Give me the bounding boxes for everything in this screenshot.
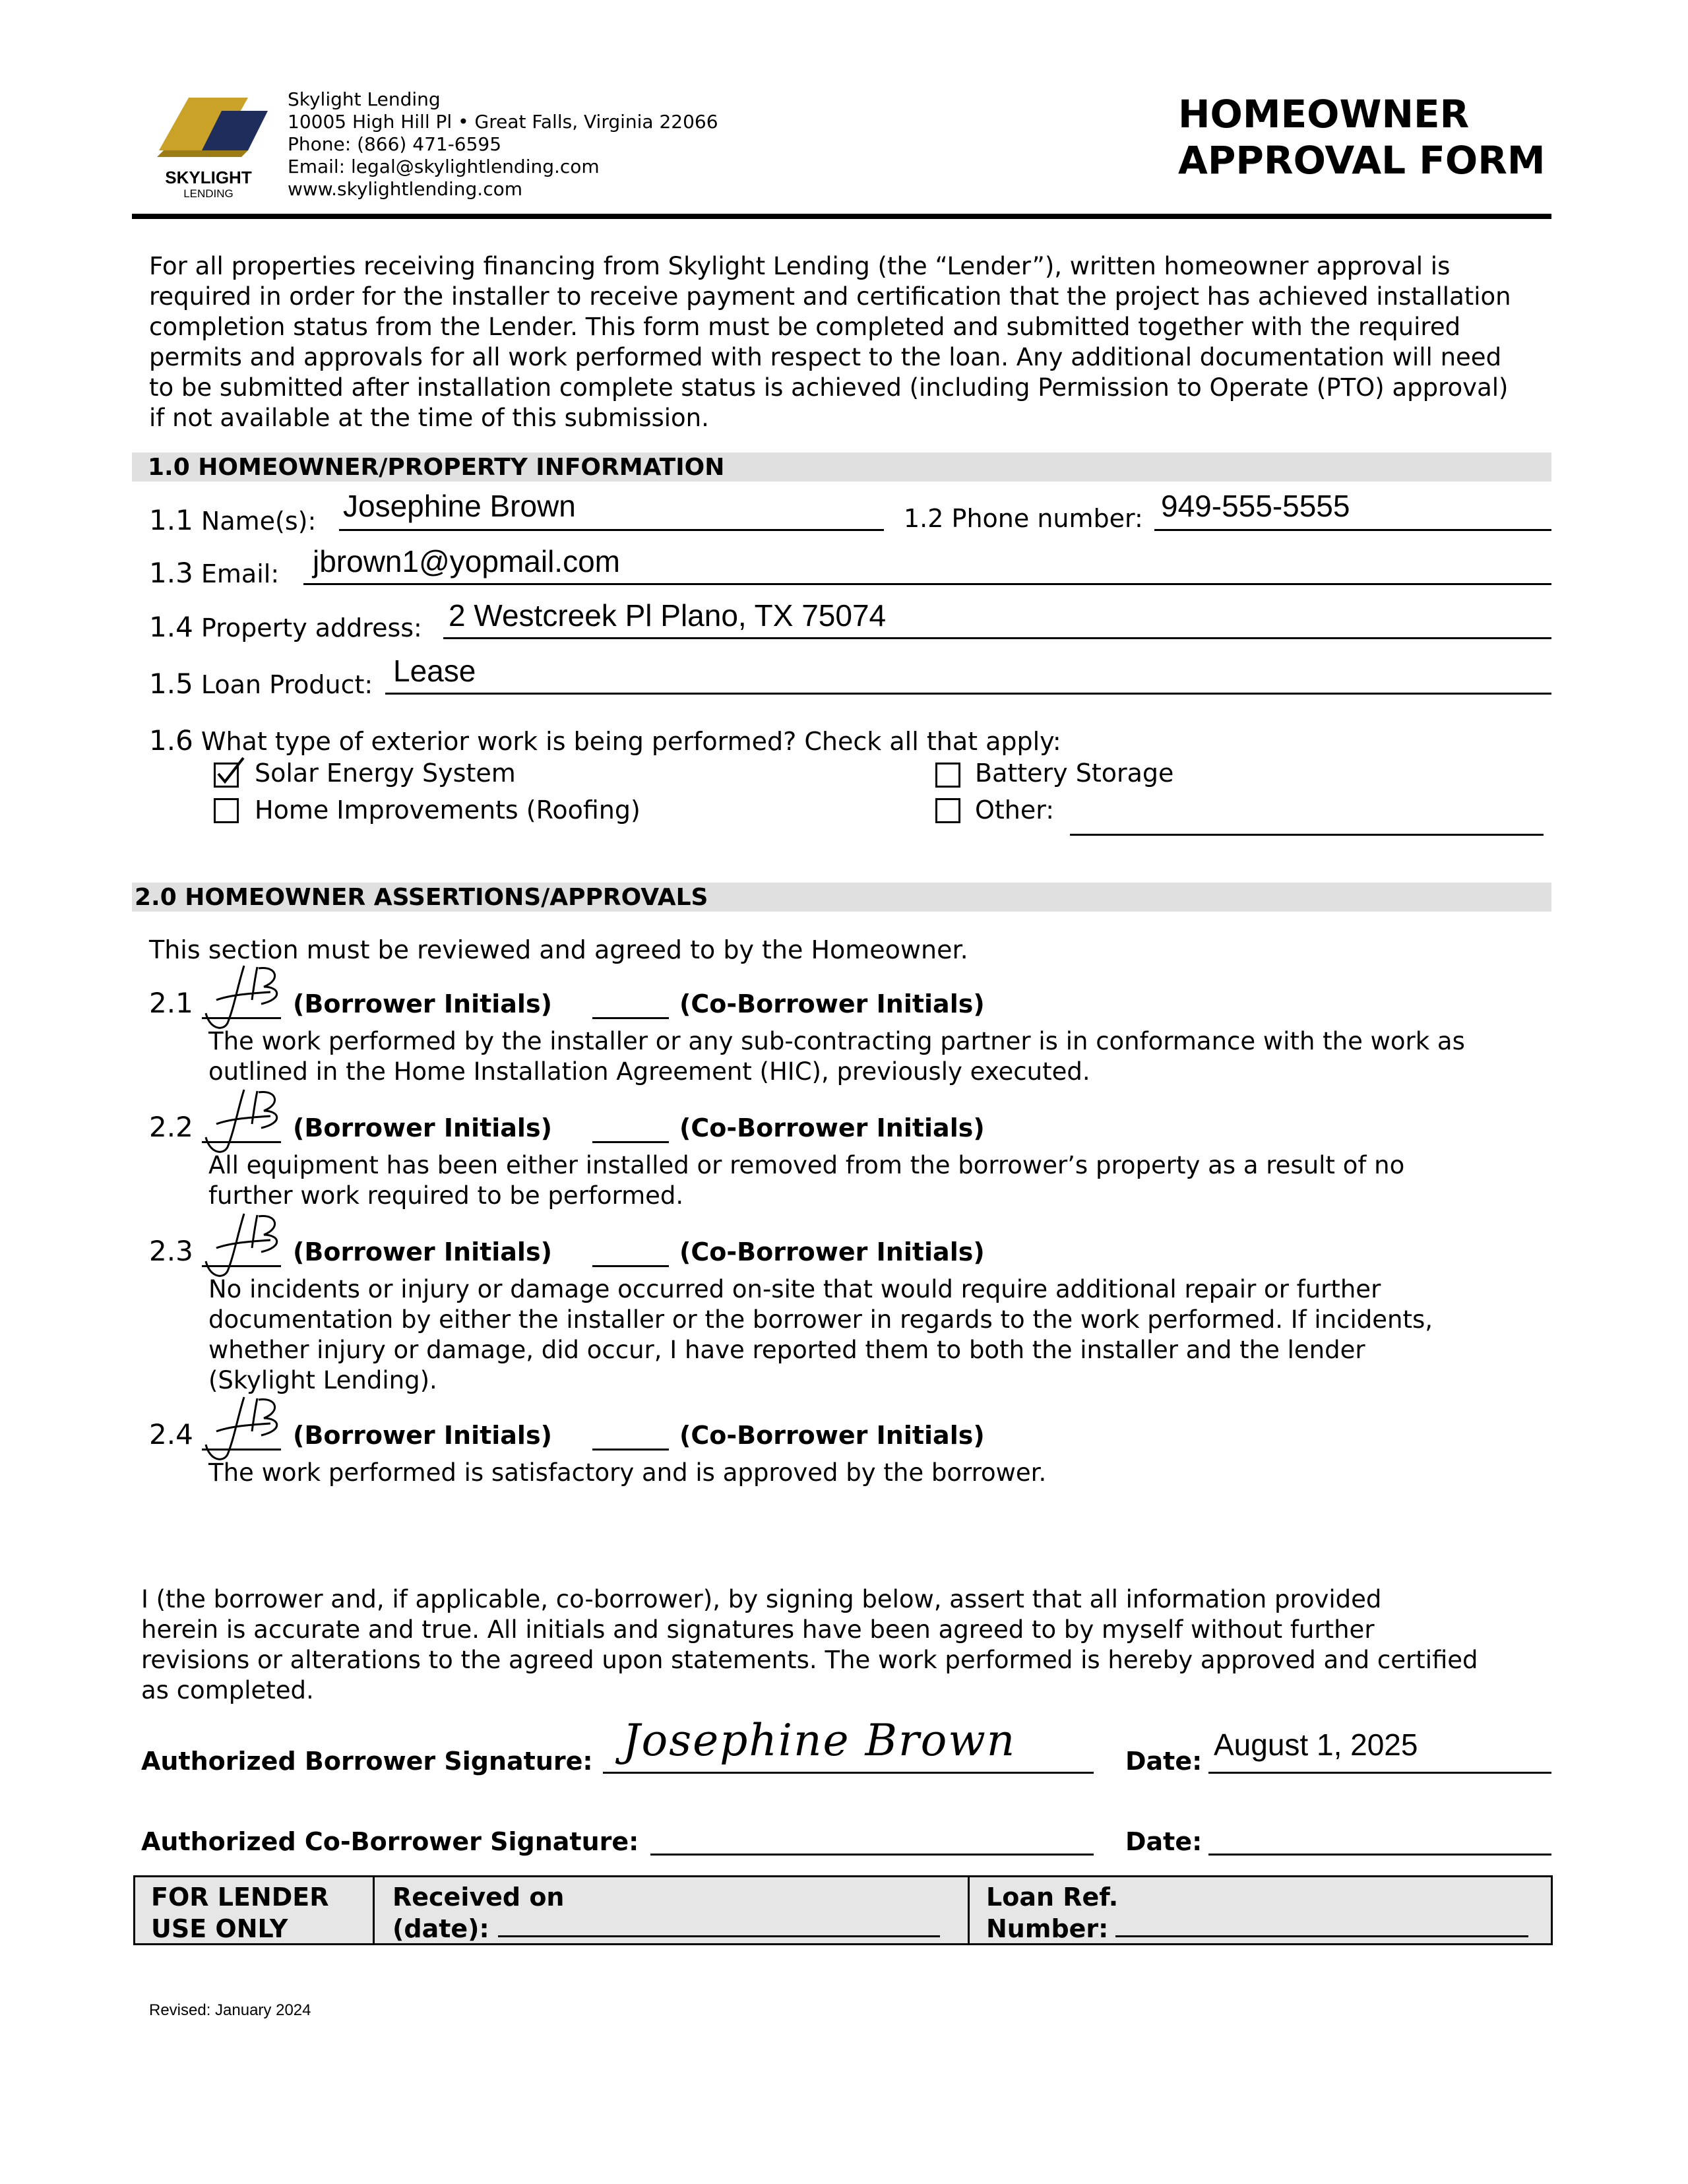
phone-label (904, 504, 1143, 533)
coborrower-signature-line[interactable] (650, 1854, 1094, 1856)
checkbox-home-improvements[interactable] (214, 798, 239, 823)
work-type-question (149, 724, 1061, 757)
form-title (1178, 91, 1546, 183)
loan-ref-line: Loan Ref. (986, 1883, 1119, 1912)
checkmark-icon (214, 755, 246, 787)
skylight-logo (149, 98, 268, 203)
email-field-line (303, 583, 1551, 585)
loan-ref-label (986, 1881, 1118, 1947)
loan-label-text: Loan Product: (201, 670, 373, 699)
attestation-line: as completed. (141, 1676, 314, 1704)
loan-ref-number-line[interactable] (1115, 1935, 1528, 1937)
loan-product-field-line (385, 693, 1551, 695)
lender-use-box (133, 1875, 1553, 1945)
attestation-line: herein is accurate and true. All initials and signatures have been agreed to by myself without further (141, 1615, 1375, 1644)
assertion-num: 2.1 (149, 987, 193, 1019)
address-label (149, 611, 422, 643)
loan-num: 1.5 (149, 668, 193, 700)
option-label-solar: Solar Energy System (255, 759, 516, 788)
borrower-signature-line[interactable] (603, 1772, 1094, 1774)
borrower-initials-label: (Borrower Initials) (293, 1237, 552, 1266)
lender-use-line: USE ONLY (151, 1914, 288, 1943)
section2-intro: This section must be reviewed and agreed to by the Homeowner. (149, 935, 968, 964)
coborrower-date-label: Date: (1125, 1827, 1203, 1856)
coborrower-initials-line[interactable] (592, 1141, 669, 1143)
work-num: 1.6 (149, 724, 193, 757)
assertion-text (208, 1150, 1404, 1211)
company-name: Skylight Lending (288, 88, 441, 110)
lender-use-label (151, 1881, 329, 1947)
option-label-roofing: Home Improvements (Roofing) (255, 796, 641, 825)
logo-subtitle: LENDING (183, 187, 234, 200)
company-info (288, 88, 718, 201)
initials-signature-icon (198, 1208, 290, 1281)
form-title-line1: HOMEOWNER (1178, 92, 1470, 137)
other-field-line[interactable] (1070, 834, 1544, 836)
attestation-line: I (the borrower and, if applicable, co-borrower), by signing below, assert that all information provided (141, 1585, 1382, 1613)
company-email: Email: legal@skylightlending.com (288, 156, 600, 177)
assertion-text (208, 1026, 1465, 1087)
revised-date: Revised: January 2024 (149, 2001, 311, 2019)
coborrower-initials-line[interactable] (592, 1017, 669, 1019)
assertion-text-line: All equipment has been either installed or removed from the borrower’s property as a result of no (208, 1151, 1405, 1179)
borrower-date-label: Date: (1125, 1747, 1203, 1776)
address-field[interactable]: 2 Westcreek Pl Plano, TX 75074 (449, 598, 887, 633)
received-on-date-line[interactable] (498, 1935, 940, 1937)
assertion-text-line: No incidents or injury or damage occurred on-site that would require additional repair or further (208, 1275, 1381, 1303)
header-rule (132, 214, 1551, 219)
initials-signature-icon (198, 1392, 290, 1464)
assertion-num: 2.4 (149, 1418, 193, 1451)
received-on-label (392, 1881, 565, 1947)
address-num: 1.4 (149, 611, 193, 643)
email-num: 1.3 (149, 557, 193, 589)
section1-heading: 1.0 HOMEOWNER/PROPERTY INFORMATION (148, 454, 725, 481)
assertion-text (208, 1458, 1046, 1488)
assertion-text-line: outlined in the Home Installation Agreement (HIC), previously executed. (208, 1057, 1090, 1086)
phone-field-line (1154, 529, 1551, 531)
assertion-text-line: further work required to be performed. (208, 1181, 684, 1210)
intro-line: if not available at the time of this submission. (149, 404, 709, 432)
received-on-line: (date): (392, 1914, 489, 1943)
coborrower-initials-line[interactable] (592, 1449, 669, 1451)
company-phone: Phone: (866) 471-6595 (288, 133, 502, 155)
lender-box-divider (968, 1877, 970, 1943)
form-title-line2: APPROVAL FORM (1178, 138, 1546, 183)
checkbox-battery-storage[interactable] (935, 763, 960, 788)
intro-paragraph (149, 251, 1511, 433)
section2-heading-band (132, 883, 1551, 912)
email-label (149, 557, 279, 589)
email-label-text: Email: (201, 559, 280, 588)
phone-field[interactable]: 949-555-5555 (1161, 489, 1350, 523)
loan-ref-line: Number: (986, 1914, 1109, 1943)
option-label-other: Other: (975, 796, 1055, 825)
coborrower-initials-label: (Co-Borrower Initials) (679, 989, 985, 1018)
borrower-initials-label: (Borrower Initials) (293, 989, 552, 1018)
coborrower-initials-label: (Co-Borrower Initials) (679, 1421, 985, 1450)
assertion-text-line: (Skylight Lending). (208, 1366, 437, 1394)
received-on-line: Received on (392, 1883, 565, 1912)
assertion-text (208, 1274, 1433, 1396)
address-label-text: Property address: (201, 613, 422, 642)
name-field-line (339, 529, 884, 531)
lender-use-line: FOR LENDER (151, 1883, 329, 1912)
company-address: 10005 High Hill Pl • Great Falls, Virginia 22066 (288, 111, 718, 133)
intro-line: required in order for the installer to receive payment and certification that the project has achieved installation (149, 282, 1511, 311)
borrower-initials-label: (Borrower Initials) (293, 1113, 552, 1142)
address-field-line (443, 637, 1551, 639)
section2-heading: 2.0 HOMEOWNER ASSERTIONS/APPROVALS (135, 884, 708, 911)
coborrower-initials-label: (Co-Borrower Initials) (679, 1113, 985, 1142)
loan-product-field[interactable]: Lease (393, 654, 476, 688)
initials-signature-icon (198, 1084, 290, 1157)
attestation-line: revisions or alterations to the agreed upon statements. The work performed is hereby approved and certified (141, 1646, 1478, 1674)
borrower-signature-label: Authorized Borrower Signature: (141, 1747, 593, 1776)
loan-product-label (149, 668, 373, 700)
initials-signature-icon (198, 960, 290, 1033)
assertion-text-line: whether injury or damage, did occur, I have reported them to both the installer and the lender (208, 1336, 1365, 1364)
assertion-num: 2.3 (149, 1235, 193, 1267)
borrower-initials-label: (Borrower Initials) (293, 1421, 552, 1450)
assertion-num: 2.2 (149, 1111, 193, 1143)
coborrower-initials-line[interactable] (592, 1265, 669, 1267)
borrower-signature: Josephine Brown (623, 1715, 1016, 1766)
company-website: www.skylightlending.com (288, 178, 522, 200)
intro-line: to be submitted after installation complete status is achieved (including Permission to Operate (PTO) approval) (149, 373, 1509, 402)
intro-line: permits and approvals for all work performed with respect to the loan. Any additional documentation will need (149, 343, 1502, 371)
intro-line: For all properties receiving financing from Skylight Lending (the “Lender”), written homeowner approval is (149, 252, 1451, 280)
checkbox-solar-energy-system[interactable] (214, 763, 239, 788)
intro-line: completion status from the Lender. This form must be completed and submitted together with the required (149, 313, 1461, 341)
section1-heading-band (132, 452, 1551, 482)
borrower-date-field[interactable]: August 1, 2025 (1214, 1728, 1418, 1762)
name-field[interactable]: Josephine Brown (343, 489, 576, 523)
assertion-text-line: The work performed is satisfactory and is approved by the borrower. (208, 1458, 1047, 1487)
coborrower-initials-label: (Co-Borrower Initials) (679, 1237, 985, 1266)
checkbox-other[interactable] (935, 798, 960, 823)
option-label-battery: Battery Storage (975, 759, 1174, 788)
borrower-date-line (1208, 1772, 1551, 1774)
lender-box-divider (373, 1877, 375, 1943)
email-field[interactable]: jbrown1@yopmail.com (313, 544, 620, 578)
coborrower-signature-label: Authorized Co-Borrower Signature: (141, 1827, 639, 1856)
name-num: 1.1 (149, 504, 193, 536)
assertion-text-line: documentation by either the installer or the borrower in regards to the work performed. If incidents, (208, 1305, 1433, 1334)
assertion-text-line: The work performed by the installer or any sub-contracting partner is in conformance with the work as (208, 1027, 1465, 1055)
logo-name: SKYLIGHT (165, 168, 252, 187)
work-question-text: What type of exterior work is being performed? Check all that apply: (201, 727, 1061, 756)
coborrower-date-line[interactable] (1208, 1854, 1551, 1856)
name-label-text: Name(s): (201, 507, 317, 536)
phone-num: 1.2 (904, 504, 944, 533)
phone-label-text: Phone number: (951, 504, 1143, 533)
name-label (149, 504, 316, 536)
attestation-paragraph (141, 1584, 1478, 1706)
